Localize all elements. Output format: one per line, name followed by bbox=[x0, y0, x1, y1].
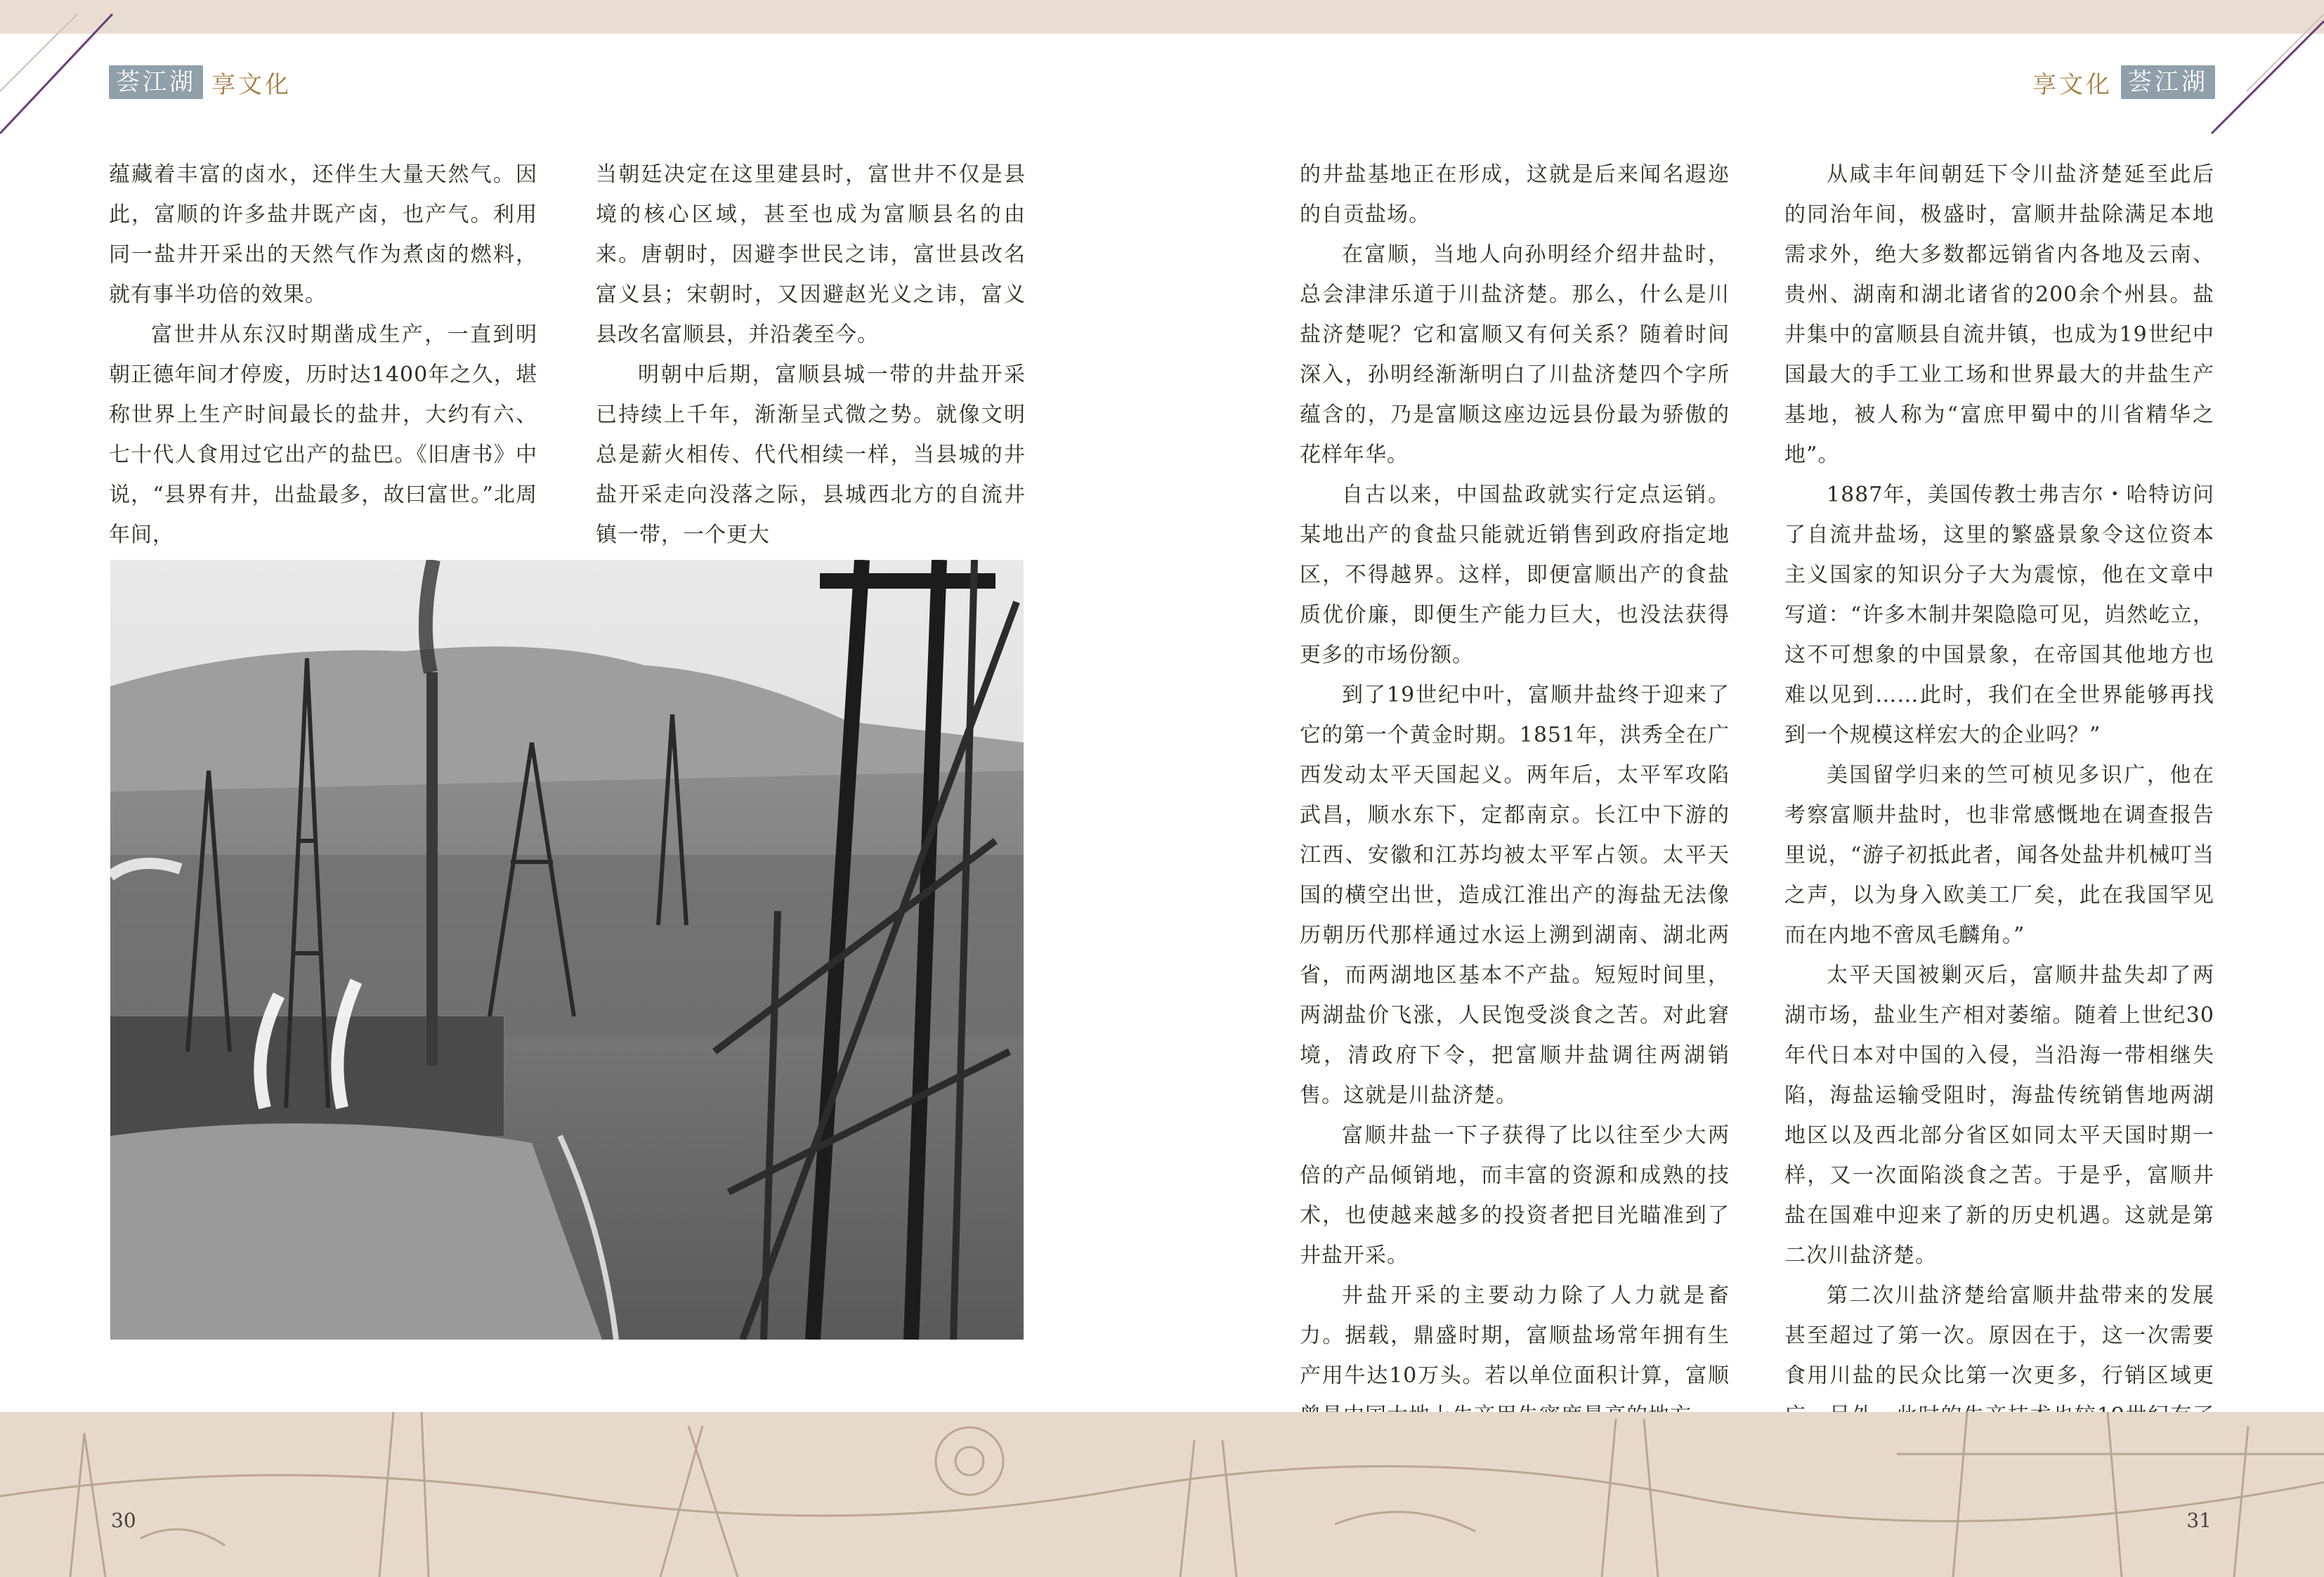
corner-decoration-right bbox=[2205, 0, 2324, 140]
magazine-logo: 荟江湖 bbox=[2121, 65, 2215, 99]
paragraph: 太平天国被剿灭后，富顺井盐失却了两湖市场，盐业生产相对萎缩。随着上世纪30年代日本对中国的入侵，当沿海一带相继失陷，海盐运输受阻时，海盐传统销售地两湖地区以及西北部分省区如同太平天国时期一样，又一次面陷淡食之苦。于是乎，富顺井盐在国难中迎来了新的历史机遇。这就是第二次川盐济楚。 bbox=[1784, 963, 2214, 1268]
text-column-4 bbox=[1784, 155, 2214, 1476]
paragraph: 自古以来，中国盐政就实行定点运销。某地出产的食盐只能就近销售到政府指定地区，不得越界。这样，即便富顺出产的食盐质优价廉，即便生产能力巨大，也没法获得更多的市场份额。 bbox=[1300, 483, 1730, 667]
paragraph: 富顺井盐一下子获得了比以往至少大两倍的产品倾销地，而丰富的资源和成熟的技术，也使越来越多的投资者把目光瞄准到了井盐开采。 bbox=[1300, 1123, 1730, 1268]
paragraph: 蕴藏着丰富的卤水，还伴生大量天然气。因此，富顺的许多盐井既产卤，也产气。利用同一盐井开采出的天然气作为煮卤的燃料，就有事半功倍的效果。 bbox=[109, 162, 537, 307]
page-number-left: 30 bbox=[111, 1509, 136, 1532]
corner-decoration-left bbox=[0, 0, 119, 140]
page-number-right: 31 bbox=[2186, 1509, 2212, 1532]
paragraph: 1887年，美国传教士弗吉尔・哈特访问了自流井盐场，这里的繁盛景象令这位资本主义国家的知识分子大为震惊，他在文章中写道：“许多木制井架隐隐可见，岿然屹立，这不可想象的中国景象，在帝国其他地方也难以见到……此时，我们在全世界能够再找到一个规模这样宏大的企业吗？” bbox=[1784, 483, 2214, 747]
section-name: 享文化 bbox=[2032, 70, 2113, 99]
paragraph: 美国留学归来的竺可桢见多识广，他在考察富顺井盐时，也非常感慨地在调查报告里说，“游子初抵此者，闻各处盐井机械叮当之声，以为身入欧美工厂矣，此在我国罕见而在内地不啻凤毛麟角。” bbox=[1784, 763, 2214, 948]
paragraph: 富世井从东汉时期凿成生产，一直到明朝正德年间才停废，历时达1400年之久，堪称世界上生产时间最长的盐井，大约有六、七十代人食用过它出产的盐巴。《旧唐书》中说，“县界有井，出盐最多，故曰富世。”北周年间， bbox=[109, 322, 537, 547]
text-column-2 bbox=[596, 155, 1026, 555]
paragraph: 的井盐基地正在形成，这就是后来闻名遐迩的自贡盐场。 bbox=[1300, 162, 1730, 227]
paragraph: 明朝中后期，富顺县城一带的井盐开采已持续上千年，渐渐呈式微之势。就像文明总是薪火相传、代代相续一样，当县城的井盐开采走向没落之际，县城西北方的自流井镇一带，一个更大 bbox=[596, 362, 1026, 547]
magazine-logo: 荟江湖 bbox=[109, 65, 203, 99]
header-right bbox=[2024, 65, 2215, 100]
header-left bbox=[109, 65, 300, 100]
paragraph: 从咸丰年间朝廷下令川盐济楚延至此后的同治年间，极盛时，富顺井盐除满足本地需求外，绝大多数都远销省内各地及云南、贵州、湖南和湖北诸省的200余个州县。盐井集中的富顺县自流井镇，也成为19世纪中国最大的手工业工场和世界最大的井盐生产基地，被人称为“富庶甲蜀中的川省精华之地”。 bbox=[1784, 162, 2214, 467]
text-column-3 bbox=[1300, 155, 1730, 1436]
salt-well-photo bbox=[110, 560, 1024, 1340]
paragraph: 在富顺，当地人向孙明经介绍井盐时，总会津津乐道于川盐济楚。那么，什么是川盐济楚呢？它和富顺又有何关系？随着时间深入，孙明经渐渐明白了川盐济楚四个字所蕴含的，乃是富顺这座边远县份最为骄傲的花样年华。 bbox=[1300, 242, 1730, 467]
section-name: 享文化 bbox=[211, 70, 292, 99]
paragraph: 井盐开采的主要动力除了人力就是畜力。据载，鼎盛时期，富顺盐场常年拥有生产用牛达10万头。若以单位面积计算，富顺 bbox=[1300, 1283, 1730, 1388]
top-decorative-band bbox=[0, 0, 2324, 34]
paragraph: 当朝廷决定在这里建县时，富世井不仅是县境的核心区域，甚至也成为富顺县名的由来。唐朝时，因避李世民之讳，富世县改名富义县；宋朝时，又因避赵光义之讳，富义县改名富顺县，并沿袭至今。 bbox=[596, 162, 1026, 347]
paragraph: 第二次川盐济楚给富顺井盐带来的发展甚至超过了第一次。原因在于，这一次需要食用川盐的民众比第一次更多，行销区域更 bbox=[1784, 1283, 2214, 1388]
text-column-1 bbox=[109, 155, 537, 555]
paragraph: 到了19世纪中叶，富顺井盐终于迎来了它的第一个黄金时期。1851年，洪秀全在广西发动太平天国起义。两年后，太平军攻陷武昌，顺水东下，定都南京。长江中下游的江西、安徽和江苏均被太平军占领。太平天国的横空出世，造成江淮出产的海盐无法像历朝历代那样通过水运上溯到湖南、湖北两省，而两湖地区基本不产盐。短短时间里，两湖盐价飞涨，人民饱受淡食之苦。对此窘境，清政府下令，把富顺井盐调往两湖销售。这就是川盐济楚。 bbox=[1300, 683, 1730, 1108]
bottom-illustration-band bbox=[0, 1412, 2324, 1577]
